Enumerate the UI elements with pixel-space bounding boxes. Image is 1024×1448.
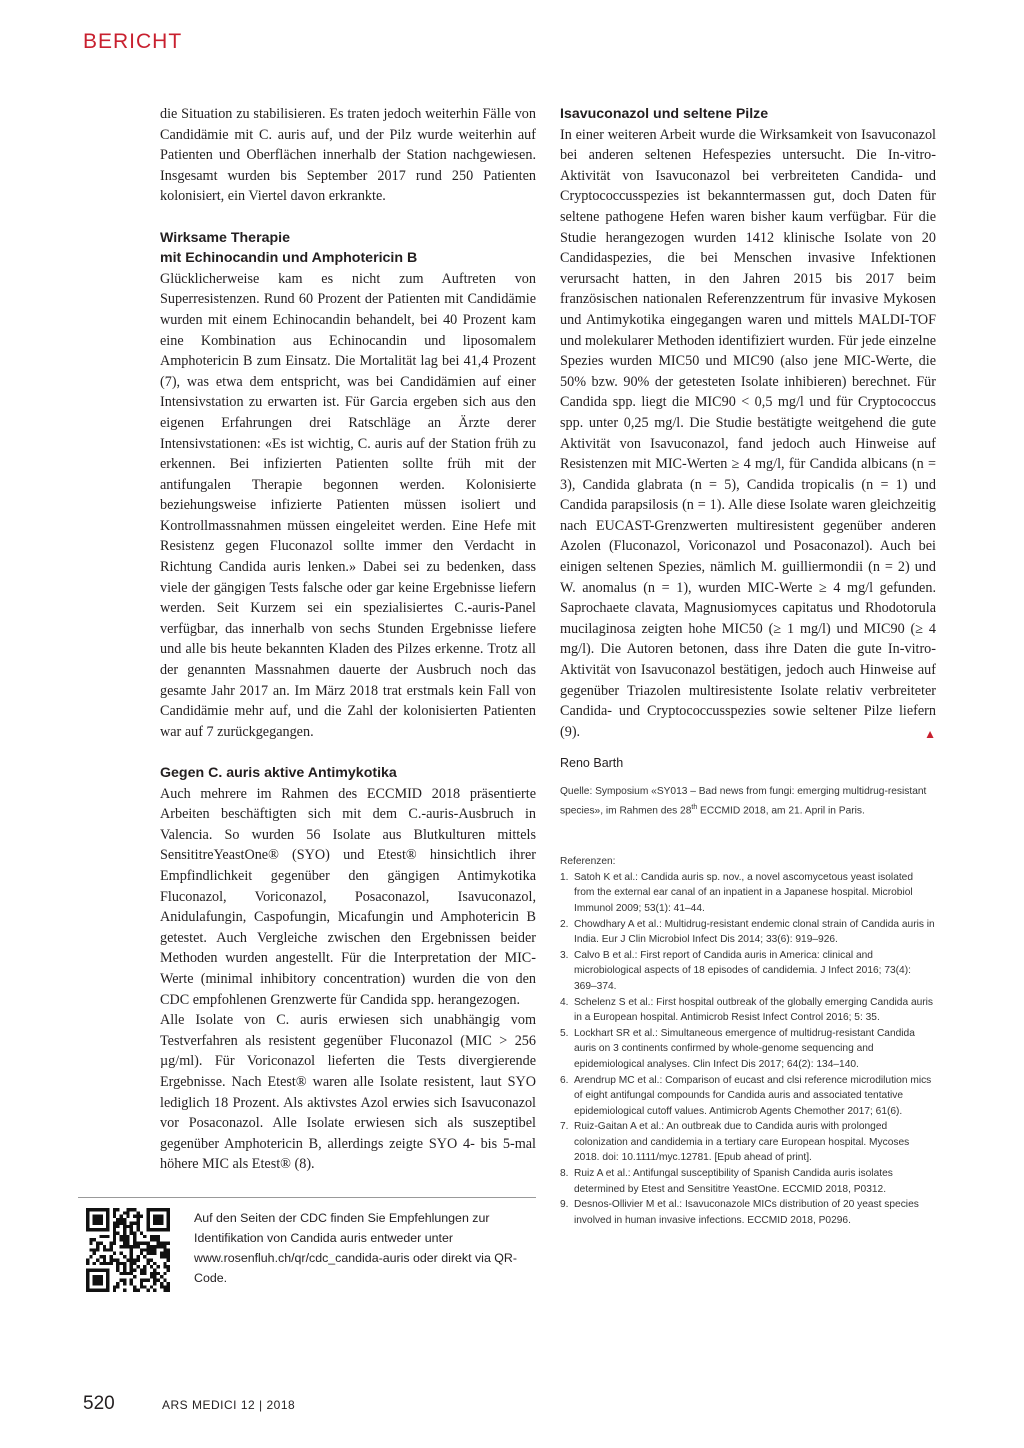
- reference-text: Lockhart SR et al.: Simultaneous emergence of multidrug-resistant Candida auris on 3 continents confirmed by whole-genome sequencing and epidemiological analyses. Clin Infect Dis 2017; 64(2): 134–140.: [574, 1027, 915, 1070]
- left-column: [160, 104, 536, 1175]
- reference-number: 9.: [560, 1199, 569, 1211]
- paragraph: Alle Isolate von C. auris erwiesen sich unabhängig vom Testverfahren als resistent gegenüber Fluconazol (MIC > 256 µg/ml). Für Voriconazol lieferten die Tests divergierende Ergebnisse. Nach Etest® waren alle Isolate resistent, laut SYO lediglich 18 Prozent. Als aktivstes Azol erwies sich Isavuconazol vor Posaconazol. Alle Isolate erwiesen sich als suszeptibel gegenüber Amphotericin B, allerdings zeigte SYO 4- bis 5-mal höhere MIC als Etest® (8).: [160, 1012, 536, 1173]
- end-of-article-icon: ▲: [924, 726, 936, 741]
- reference-text: Chowdhary A et al.: Multidrug-resistant endemic clonal strain of Candida auris in India. Eur J Clin Microbiol Infect Dis 2014; 33(6): 919–926.: [574, 918, 935, 946]
- reference-text: Schelenz S et al.: First hospital outbreak of the globally emerging Candida auris in a European hospital. Antimicrob Resist Infect Control 2016; 5: 35.: [574, 996, 934, 1024]
- reference-number: 4.: [560, 996, 569, 1008]
- reference-number: 8.: [560, 1168, 569, 1180]
- paragraph-text: In einer weiteren Arbeit wurde die Wirksamkeit von Isavuconazol bei anderen seltenen Hefespezies untersucht. Die In-vitro-Aktivität von Isavuconazol bei verbreiteten Candida- und Cryptococcusspezies ist bekanntermassen gut, doch Daten für seltene pathogene Hefen waren bisher kaum verfügbar. Für die Studie herangezogen wurden 1412 klinische Isolate von 20 Candidaspezies, die bei Menschen invasive Infektionen verursacht hatten, in den Jahren 2015 bis 2017 beim französischen nationalen Referenzzentrum für invasive Mykosen und Antimykotika eingegangen waren und mittels MALDI-TOF und molekularer Methoden identifiziert wurden. Für jede einzelne Spezies wurden MIC50 und MIC90 (also jene MIC-Werte, die 50% bzw. 90% der getesteten Isolate inhibieren) berechnet. Für Candida spp. liegt die MIC90 < 0,5 mg/l und für Cryptococcus spp. unter 0,25 mg/l. Die Studie bestätigte weitgehend die gute Aktivität von Isavuconazol, fand jedoch auch Hinweise auf Resistenzen mit MIC-Werten ≥ 4 mg/l, für Candida albicans (n = 3), Candida glabrata (n = 5), Candida tropicalis (n = 1) und Candida parapsilosis (n = 1). Alle diese Isolate waren gleichzeitig nach EUCAST-Grenzwerten multiresistent gegenüber anderen Azolen (Fluconazol, Voriconazol und Posaconazol). Auch bei einigen seltenen Spezies, nämlich M. guilliermondii (n = 2) und W. anomalus (n = 1), wurden MIC-Werte ≥ 4 mg/l gefunden. Saprochaete clavata, Magnusiomyces capitatus und Rhodotorula mucilaginosa zeigten hohe MIC50 (≥ 1 mg/l) und MIC90 (≥ 4 mg/l). Die Autoren betonen, dass ihre Daten die gute In-vitro-Aktivität von Isavuconazol bestätigen, jedoch auch Hinweise auf gegenüber Triazolen multiresistente Isolate relativ verbreiteter Candida- und Cryptococcusspezies sowie seltener Pilze liefern (9).: [560, 126, 936, 740]
- reference-text: Calvo B et al.: First report of Candida auris in America: clinical and microbiological aspects of 18 episodes of candidemia. J Infect 2016; 73(4): 369–374.: [574, 949, 911, 992]
- source-text: Quelle: Symposium «SY013 – Bad news from fungi: emerging multidrug-resistant species», im Rahmen des 28: [560, 786, 927, 817]
- journal-name: ARS MEDICI 12 | 2018: [162, 1398, 296, 1412]
- page-footer: [83, 1393, 296, 1415]
- heading-line: Wirksame Therapie: [160, 229, 290, 246]
- page-number: 520: [83, 1393, 115, 1414]
- section-heading: [160, 228, 536, 269]
- section-heading: Isavuconazol und seltene Pilze: [560, 106, 769, 122]
- paragraph: Glücklicherweise kam es nicht zum Auftreten von Superresistenzen. Rund 60 Prozent der Patienten mit Candidämie wurden mit einem Echinocandin behandelt, bei 40 Prozent kam eine Kombination aus Echinocandin und liposomalem Amphotericin B zum Einsatz. Die Mortalität lag bei 41,4 Prozent (7), was etwa dem entspricht, was bei Candidämien auf einer Intensivstation zu erwarten ist. Für Garcia ergeben sich aus den eigenen Erfahrungen drei Ratschläge an Ärzte derer Intensivstationen: «Es ist wichtig, C. auris auf der Station früh zu erkennen. Bei infizierten Patienten sollte früh mit der antifungalen Therapie begonnen werden. Kolonisierte beziehungsweise infizierte Patienten müssen isoliert und Kontrollmassnahmen müssen eingeleitet werden. Eine Hefe mit Resistenz gegen Fluconazol sollte immer den Verdacht in Richtung Candida auris lenken.» Dabei sei zu bedenken, dass viele der gängigen Tests falsche oder gar keine Ergebnisse liefern werden. Seit Kurzem sei ein spezialisiertes C.-auris-Panel verfügbar, das innerhalb von sechs Stunden Ergebnisse liefere und alle bis heute bekannten Kladen des Pilzes erkenne. Trotz all der genannten Massnahmen dauerte der Ausbruch noch das gesamte Jahr 2017 an. Im März 2018 trat erstmals kein Fall von Candidämie mehr auf, und die Zahl der kolonisierten Patienten war auf 7 zurückgegangen.: [160, 270, 536, 740]
- heading-line: mit Echinocandin und Amphotericin B: [160, 250, 418, 267]
- reference-number: 7.: [560, 1121, 569, 1133]
- reference-text: Desnos-Ollivier M et al.: Isavuconazole MICs distribution of 20 yeast species involved in human invasive infections. ECCMID 2018, P0296.: [574, 1199, 919, 1226]
- reference-number: 3.: [560, 949, 569, 961]
- reference-text: Ruiz-Gaitan A et al.: An outbreak due to Candida auris with prolonged colonization and candidemia in a tertiary care European hospital. Mycoses 2018. doi: 10.1111/myc.12781. [Epub ahead of print].: [574, 1121, 910, 1164]
- paragraph: Auch mehrere im Rahmen des ECCMID 2018 präsentierte Arbeiten beschäftigten sich mit dem C.-auris-Ausbruch in Valencia. So wurden 56 Isolate aus Blutkulturen mittels SensititreYeastOne® (SYO) und Etest® hinsichtlich ihrer Empfindlichkeit gegenüber den gängigen Antimykotika Fluconazol, Voriconazol, Posaconazol, Isavuconazol, Anidulafungin, Caspofungin, Micafungin und Amphotericin B getestet. Auch Vergleiche zwischen den Ergebnissen beider Methoden wurden angestellt. Für die Interpretation der MIC-Werte (minimal inhibitory concentration) wurden die von den CDC empfohlenen Grenzwerte für Candida spp. herangezogen.: [160, 785, 536, 1008]
- qr-code-icon[interactable]: [86, 1208, 170, 1292]
- reference-number: 6.: [560, 1074, 569, 1086]
- reference-item: [560, 1197, 936, 1228]
- reference-item: [560, 1119, 936, 1166]
- source-text: ECCMID 2018, am 21. April in Paris.: [697, 805, 865, 817]
- source-superscript: th: [691, 804, 698, 812]
- section-heading: Gegen C. auris aktive Antimykotika: [160, 765, 397, 781]
- paragraph: die Situation zu stabilisieren. Es traten jedoch weiterhin Fälle von Candidämie mit C. auris auf, und der Pilz wurde weiterhin auf Patienten und Oberflächen innerhalb der Station nachgewiesen. Insgesamt wurden bis September 2017 rund 250 Patienten kolonisiert, ein Viertel davon erkrankte.: [160, 106, 536, 205]
- section-label: BERICHT: [83, 30, 183, 53]
- reference-text: Ruiz A et al.: Antifungal susceptibility of Spanish Candida auris isolates determined by Etest and Sensititre YeastOne. ECCMID 2018, P0312.: [574, 1168, 893, 1195]
- references-list: [560, 870, 936, 1229]
- reference-item: [560, 1073, 936, 1120]
- reference-item: [560, 948, 936, 995]
- reference-item: [560, 870, 936, 917]
- reference-item: [560, 1166, 936, 1197]
- reference-text: Satoh K et al.: Candida auris sp. nov., a novel ascomycetous yeast isolated from the external ear canal of an inpatient in a Japanese hospital. Microbiol Immunol 2009; 53(1): 41–44.: [574, 871, 914, 914]
- qr-note-text: Auf den Seiten der CDC finden Sie Empfehlungen zur Identifikation von Candida auris entweder unter www.rosenfluh.ch/qr/cdc_candida-auris oder direkt via QR-Code.: [194, 1211, 517, 1285]
- source-note: [560, 784, 936, 819]
- reference-number: 5.: [560, 1027, 569, 1039]
- reference-item: [560, 1026, 936, 1073]
- reference-number: 2.: [560, 918, 569, 930]
- right-column: [560, 104, 936, 1228]
- reference-number: 1.: [560, 871, 569, 883]
- author: Reno Barth: [560, 756, 624, 771]
- references-title: Referenzen:: [560, 855, 616, 867]
- reference-item: [560, 917, 936, 948]
- paragraph: [560, 125, 936, 743]
- reference-item: [560, 995, 936, 1026]
- qr-info-box: [78, 1197, 536, 1298]
- reference-text: Arendrup MC et al.: Comparison of eucast and clsi reference microdilution mics of eight antifungal compounds for Candida auris and associated tentative epidemiological cutoff values. Antimicrob Agents Chemother 2017; 61(6).: [574, 1074, 932, 1117]
